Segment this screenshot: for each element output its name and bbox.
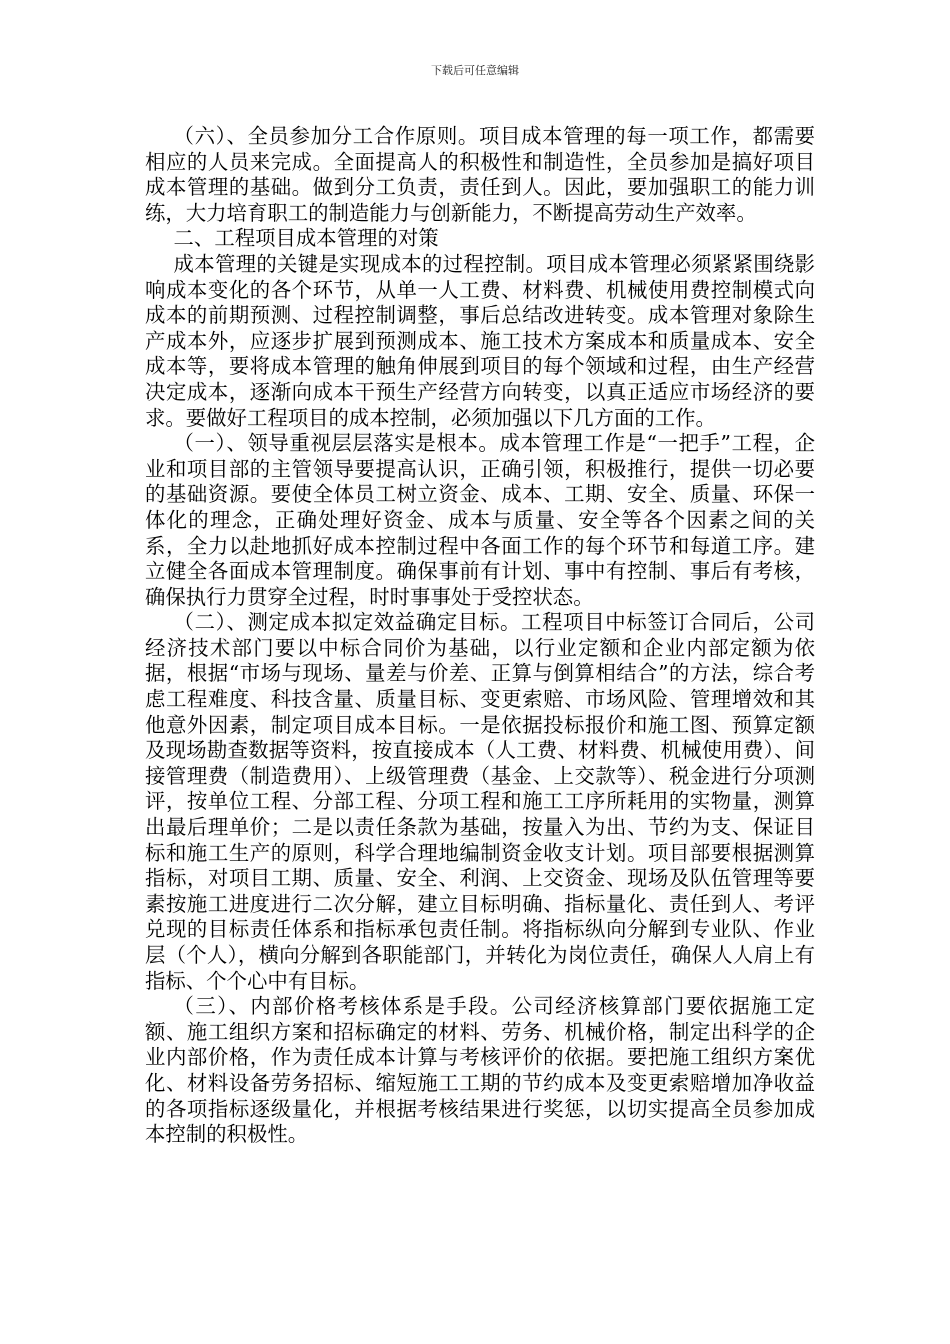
paragraph-principle-6: （六）、全员参加分工合作原则。项目成本管理的每一项工作，都需要相应的人员来完成。全面提高人的积极性和制造性，全员参加是搞好项目成本管理的基础。做到分工负责，责任到人。因此，要加强职工的能力训练，大力培育职工的制造能力与创新能力，不断提高劳动生产效率。: [145, 124, 815, 225]
document-body: [145, 124, 815, 1148]
section-heading-countermeasures: 二、工程项目成本管理的对策: [173, 226, 439, 251]
paragraph-cost-control-intro: 成本管理的关键是实现成本的过程控制。项目成本管理必须紧紧围绕影响成本变化的各个环节，从单一人工费、材料费、机械使用费控制模式向成本的前期预测、过程控制调整，事后总结改进转变。成本管理对象除生产成本外，应逐步扩展到预测成本、施工技术方案成本和质量成本、安全成本等，要将成本管理的触角伸展到项目的每个领域和过程，由生产经营决定成本，逐渐向成本干预生产经营方向转变，以真正适应市场经济的要求。要做好工程项目的成本控制，必须加强以下几方面的工作。: [145, 251, 815, 430]
paragraph-internal-pricing: （三）、内部价格考核体系是手段。公司经济核算部门要依据施工定额、施工组织方案和招标确定的材料、劳务、机械价格，制定出科学的企业内部价格，作为责任成本计算与考核评价的依据。要把施工组织方案优化、材料设备劳务招标、缩短施工工期的节约成本及变更索赔增加净收益的各项指标逐级量化，并根据考核结果进行奖惩，以切实提高全员参加成本控制的积极性。: [145, 994, 815, 1147]
page-header: 下载后可任意编辑: [431, 64, 519, 77]
paragraph-leadership: （一）、领导重视层层落实是根本。成本管理工作是“一把手”工程，企业和项目部的主管领导要提高认识，正确引领，积极推行，提供一切必要的基础资源。要使全体员工树立资金、成本、工期、安全、质量、环保一体化的理念，正确处理好资金、成本与质量、安全等各个因素之间的关系，全力以赴地抓好成本控制过程中各面工作的每个环节和每道工序。建立健全各面成本管理制度。确保事前有计划、事中有控制、事后有考核，确保执行力贯穿全过程，时时事事处于受控状态。: [145, 431, 815, 609]
paragraph-cost-targets: （二）、测定成本拟定效益确定目标。工程项目中标签订合同后，公司经济技术部门要以中标合同价为基础，以行业定额和企业内部定额为依据，根据“市场与现场、量差与价差、正算与倒算相结合”的方法，综合考虑工程难度、科技含量、质量目标、变更索赔、市场风险、管理增效和其他意外因素，制定项目成本目标。一是依据投标报价和施工图、预算定额及现场勘查数据等资料，按直接成本（人工费、材料费、机械使用费）、间接管理费（制造费用）、上级管理费（基金、上交款等）、税金进行分项测评，按单位工程、分部工程、分项工程和施工工序所耗用的实物量，测算出最后理单价；二是以责任条款为基础，按量入为出、节约为支、保证目标和施工生产的原则，科学合理地编制资金收支计划。项目部要根据测算指标，对项目工期、质量、安全、利润、上交资金、现场及队伍管理等要素按施工进度进行二次分解，建立目标明确、指标量化、责任到人、考评兑现的目标责任体系和指标承包责任制。将指标纵向分解到专业队、作业层（个人），横向分解到各职能部门，并转化为岗位责任，确保人人肩上有指标、个个心中有目标。: [145, 610, 815, 993]
